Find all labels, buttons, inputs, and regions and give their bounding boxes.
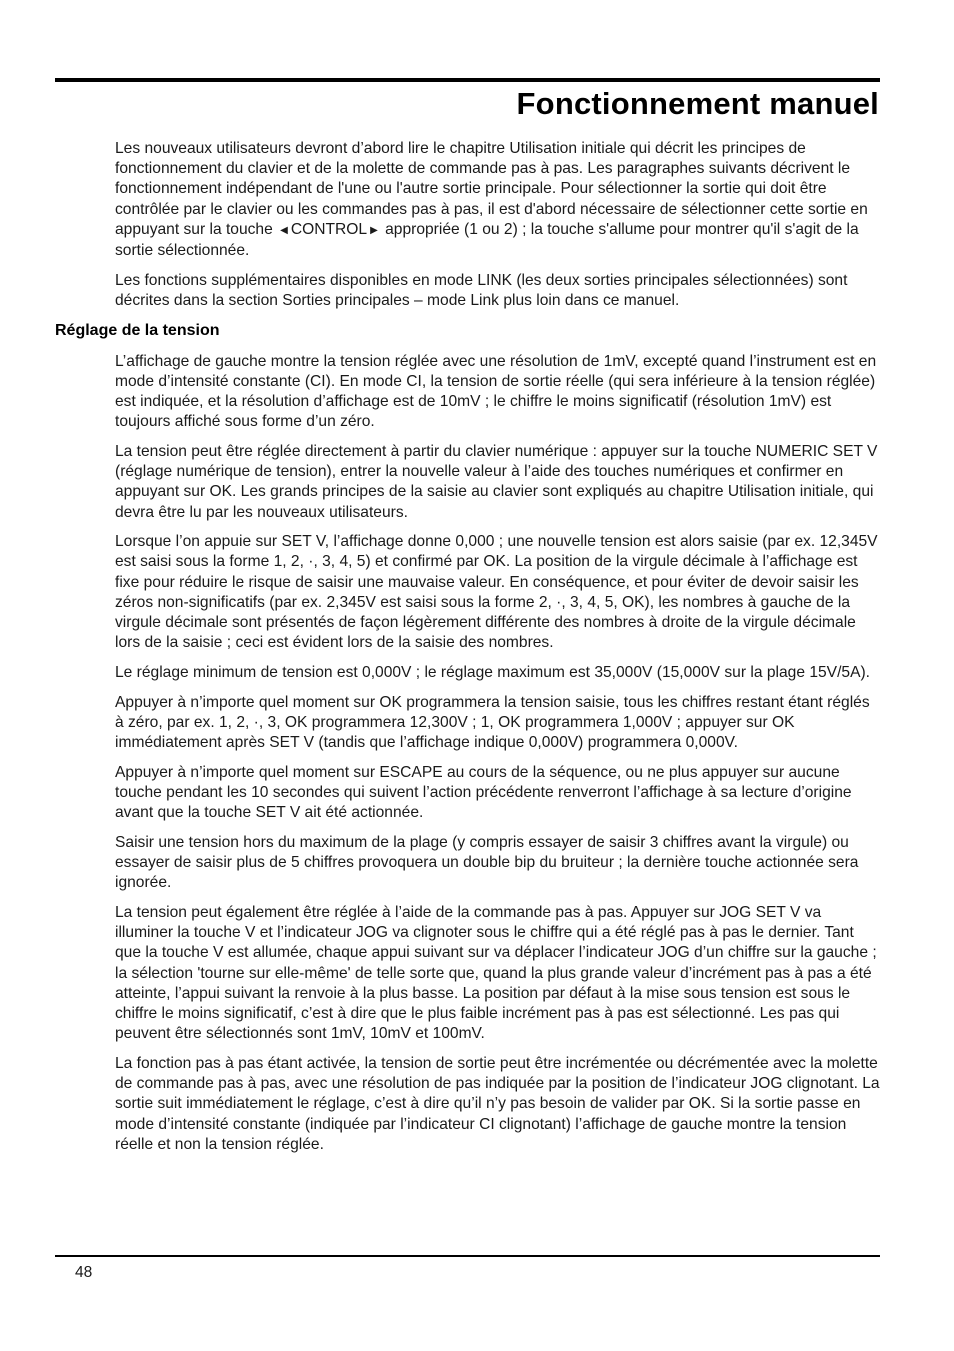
section-paragraph-1: L’affichage de gauche montre la tension réglée avec une résolution de 1mV, excepté quand l’instrument est en mode d’intensité constante (CI). En mode CI, la tension de sortie réelle (qui sera inférieure à la tension réglée) est indiquée, et la résolution d’affichage est de 10mV ; le chiffre le moins significatif (résolution 1mV) est toujours affiché sous forme d’un zéro. [115,352,877,431]
section-paragraph-3: Lorsque l’on appuie sur SET V, l’affichage donne 0,000 ; une nouvelle tension est alors saisie (par ex. 12,345V est saisi sous la forme 1, 2, ·, 3, 4, 5) et confirmé par OK. La position de la virgule décimale à l’affichage est fixe pour réduire le risque de saisir une mauvaise valeur. En conséquence, et pour éviter de devoir saisir les zéros non-significatifs (par ex. 2,345V est saisi sous la forme 2, ·, 3, 4, 5, OK), les nombres à gauche de la virgule décimale sont présentés de façon légèrement différente des nombres à droite de la virgule décimale lors de la saisie ; ceci est évident lors de la saisie des nombres. [115,533,878,652]
page-title: Fonctionnement manuel [516,86,879,121]
section-paragraph-9: La fonction pas à pas étant activée, la tension de sortie peut être incrémentée ou décrémentée avec la molette de commande pas à pas, avec une résolution de pas indiquée par la position de l’indicateur JOG clignotant. La sortie suit immédiatement le réglage, c’est à dire qu’il n’y pas besoin de valider par OK. Si la sortie passe en mode d’intensité constante (indiquée par l’indicateur CI clignotant) l’affichage de gauche montre la tension réelle et non la tension réglée. [115,1054,880,1153]
bottom-rule [55,1255,880,1257]
top-rule [55,78,880,82]
intro-paragraph-1 [115,139,880,261]
section-paragraph-6: Appuyer à n’importe quel moment sur ESCAPE au cours de la séquence, ou ne plus appuyer sur aucune touche pendant les 10 secondes qui suivent l’action précédente renverront l’affichage à sa lecture d’origine avant que la touche SET V ait été actionnée. [115,763,852,822]
section-heading: Réglage de la tension [55,321,220,339]
section-paragraph-8: La tension peut également être réglée à l’aide de la commande pas à pas. Appuyer sur JOG SET V va illuminer la touche V et l’indicateur JOG va clignoter sous le chiffre qui a été réglé pas à pas le dernier. Tant que la touche V est allumée, chaque appui suivant sur va déplacer l’indicateur JOG d’un chiffre sur la gauche ; la sélection 'tourne sur elle-même' de telle sorte que, quand la plus grande valeur d’incrément pas à pas a été atteinte, l’appui suivant la renvoie à la plus basse. La position par défaut à la mise sous tension est sous le chiffre le moins significatif, c’est à dire que le plus faible incrément pas à pas est sélectionné. Les pas qui peuvent être sélectionnés sont 1mV, 10mV et 100mV. [115,904,877,1043]
page-number: 48 [75,1264,93,1281]
section-paragraph-5: Appuyer à n’importe quel moment sur OK programmera la tension saisie, tous les chiffres restant étant réglés à zéro, par ex. 1, 2, ·, 3, OK programmera 12,300V ; 1, OK programmera 1,000V ; appuyer sur OK immédiatement après SET V (tandis que l’affichage indique 0,000V) programmera 0,000V. [115,693,870,752]
intro-paragraph-2: Les fonctions supplémentaires disponibles en mode LINK (les deux sorties principales sélectionnées) sont décrites dans la section Sorties principales – mode Link plus loin dans ce manuel. [115,271,848,309]
page-content [55,139,880,1164]
section-paragraph-4: Le réglage minimum de tension est 0,000V ; le réglage maximum est 35,000V (15,000V sur la plage 15V/5A). [115,663,870,681]
section-paragraph-2: La tension peut être réglée directement à partir du clavier numérique : appuyer sur la touche NUMERIC SET V (réglage numérique de tension), entrer la nouvelle valeur à l’aide des touches numériques et confirmer en appuyant sur OK. Les grands principes de la saisie au clavier sont expliqués au chapitre Utilisation initiale, qui devra être lu par les nouveaux utilisateurs. [115,442,878,521]
triangle-right-icon: ▶ [370,224,378,236]
triangle-left-icon: ◀ [280,224,288,236]
section-paragraph-7: Saisir une tension hors du maximum de la plage (y compris essayer de saisir 3 chiffres avant la virgule) ou essayer de saisir plus de 5 chiffres provoquera un double bip du bruiteur ; la dernière touche actionnée sera ignorée. [115,833,859,892]
intro-text-b: appropriée (1 ou 2) ; la touche s'allume pour montrer qu'il s'agit de la sortie sélectionnée. [115,220,859,260]
control-key-label: CONTROL [290,220,368,238]
intro-text-a: Les nouveaux utilisateurs devront d’abord lire le chapitre Utilisation initiale qui décrit les principes de fonctionnement du clavier et de la molette de commande pas à pas. Les paragraphes suivants décrivent le fonctionnement indépendant de l'une ou l'autre sortie principale. Pour sélectionner la sortie qui doit être contrôlée par le clavier ou les commandes pas à pas, il est d'abord nécessaire de sélectionner cette sortie en appuyant sur la touche [115,140,868,238]
